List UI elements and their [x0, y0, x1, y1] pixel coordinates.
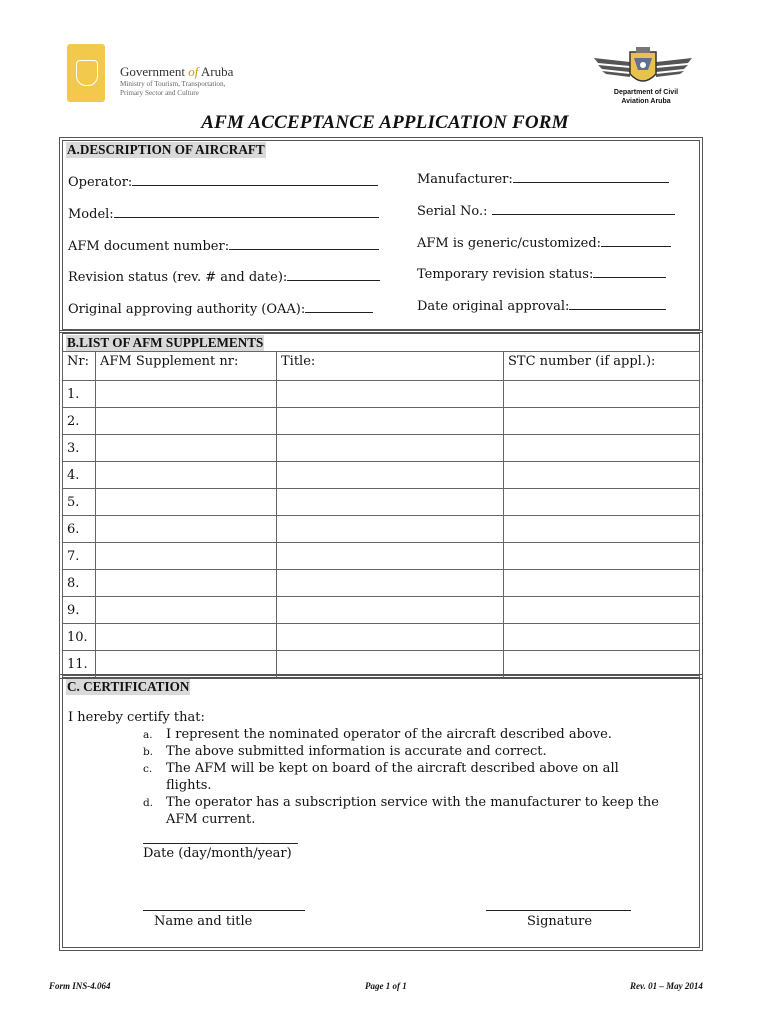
supplement-nr-cell[interactable]	[96, 435, 277, 462]
revision-date: Rev. 01 – May 2014	[630, 981, 703, 991]
supplement-nr-cell[interactable]	[96, 570, 277, 597]
revision-status-blank[interactable]	[287, 268, 380, 281]
serial-blank[interactable]	[492, 202, 675, 215]
gov-name-prefix: Government	[120, 64, 185, 79]
revision-status-label: Revision status (rev. # and date):	[68, 270, 288, 285]
row-number: 4.	[63, 462, 96, 489]
stc-cell[interactable]	[504, 408, 700, 435]
date-label: Date (day/month/year)	[143, 846, 292, 861]
stc-cell[interactable]	[504, 651, 700, 678]
manufacturer-field[interactable]	[417, 170, 669, 188]
serial-label: Serial No.:	[417, 204, 488, 219]
certification-item	[143, 794, 663, 828]
column-stc-number: STC number (if appl.):	[504, 352, 700, 381]
temporary-revision-field[interactable]	[417, 265, 666, 283]
gov-name-suffix: Aruba	[200, 64, 234, 79]
manufacturer-blank[interactable]	[513, 170, 669, 183]
certification-list	[143, 726, 663, 828]
table-row	[63, 408, 700, 435]
dca-line-2: Aviation Aruba	[621, 98, 671, 105]
stc-cell[interactable]	[504, 597, 700, 624]
supplements-table	[62, 351, 700, 678]
supplement-nr-cell[interactable]	[96, 489, 277, 516]
title-cell[interactable]	[277, 624, 504, 651]
stc-cell[interactable]	[504, 543, 700, 570]
column-supplement-nr: AFM Supplement nr:	[96, 352, 277, 381]
table-row	[63, 462, 700, 489]
section-c-heading: C. CERTIFICATION	[67, 679, 190, 694]
gov-name-of: of	[188, 64, 199, 79]
stc-cell[interactable]	[504, 516, 700, 543]
title-cell[interactable]	[277, 570, 504, 597]
page-title: AFM ACCEPTANCE APPLICATION FORM	[201, 112, 569, 133]
stc-cell[interactable]	[504, 624, 700, 651]
item-text: I represent the nominated operator of the aircraft described above.	[166, 727, 612, 742]
supplement-nr-cell[interactable]	[96, 408, 277, 435]
temporary-revision-blank[interactable]	[593, 265, 666, 278]
title-cell[interactable]	[277, 651, 504, 678]
stc-cell[interactable]	[504, 381, 700, 408]
section-b-heading: B.LIST OF AFM SUPPLEMENTS	[67, 335, 264, 350]
stc-cell[interactable]	[504, 462, 700, 489]
supplement-nr-cell[interactable]	[96, 597, 277, 624]
page-number: Page 1 of 1	[365, 981, 407, 991]
stc-cell[interactable]	[504, 489, 700, 516]
item-marker: a.	[143, 729, 153, 741]
oaa-blank[interactable]	[305, 300, 373, 313]
temporary-revision-label: Temporary revision status:	[417, 267, 594, 282]
government-name	[120, 64, 233, 80]
title-cell[interactable]	[277, 408, 504, 435]
title-cell[interactable]	[277, 516, 504, 543]
model-label: Model:	[68, 207, 114, 222]
afm-document-field[interactable]	[68, 237, 379, 255]
serial-field[interactable]	[417, 202, 675, 220]
operator-label: Operator:	[68, 175, 133, 190]
signature-line[interactable]	[486, 910, 631, 911]
date-approval-field[interactable]	[417, 297, 666, 315]
item-text: The AFM will be kept on board of the aircraft described above on all flights.	[166, 761, 619, 793]
table-row	[63, 651, 700, 678]
supplement-nr-cell[interactable]	[96, 651, 277, 678]
afm-generic-blank[interactable]	[601, 234, 671, 247]
dca-line-1: Department of Civil	[613, 89, 679, 96]
afm-generic-label: AFM is generic/customized:	[417, 236, 602, 251]
dca-name	[590, 88, 702, 106]
item-marker: c.	[143, 763, 153, 775]
civil-aviation-wings-icon	[592, 44, 694, 92]
revision-status-field[interactable]	[68, 268, 380, 286]
section-a-heading: A.DESCRIPTION OF AIRCRAFT	[67, 142, 265, 157]
supplement-nr-cell[interactable]	[96, 516, 277, 543]
row-number: 3.	[63, 435, 96, 462]
table-row	[63, 570, 700, 597]
certification-item	[143, 726, 663, 743]
supplement-nr-cell[interactable]	[96, 624, 277, 651]
row-number: 1.	[63, 381, 96, 408]
afm-document-blank[interactable]	[229, 237, 379, 250]
row-number: 8.	[63, 570, 96, 597]
table-row	[63, 381, 700, 408]
afm-document-label: AFM document number:	[68, 239, 230, 254]
operator-blank[interactable]	[132, 173, 378, 186]
coat-of-arms-icon	[76, 60, 98, 86]
model-blank[interactable]	[114, 205, 379, 218]
table-header-row	[63, 352, 700, 381]
row-number: 7.	[63, 543, 96, 570]
ministry-name	[120, 80, 240, 97]
row-number: 9.	[63, 597, 96, 624]
afm-generic-field[interactable]	[417, 234, 671, 252]
table-row	[63, 624, 700, 651]
supplement-nr-cell[interactable]	[96, 381, 277, 408]
title-cell[interactable]	[277, 462, 504, 489]
row-number: 2.	[63, 408, 96, 435]
row-number: 6.	[63, 516, 96, 543]
row-number: 5.	[63, 489, 96, 516]
column-title: Title:	[277, 352, 504, 381]
manufacturer-label: Manufacturer:	[417, 172, 513, 187]
date-signature-line[interactable]	[143, 843, 298, 844]
title-cell[interactable]	[277, 597, 504, 624]
item-text: The operator has a subscription service with the manufacturer to keep the AFM current.	[166, 795, 659, 827]
model-field[interactable]	[68, 205, 379, 223]
certification-item	[143, 743, 663, 760]
oaa-field[interactable]	[68, 300, 373, 318]
certification-block	[68, 709, 678, 828]
table-row	[63, 489, 700, 516]
ministry-line-2: Primary Sector and Culture	[120, 88, 199, 97]
item-marker: d.	[143, 797, 154, 809]
supplement-nr-cell[interactable]	[96, 462, 277, 489]
certification-item	[143, 760, 663, 794]
table-row	[63, 516, 700, 543]
table-row	[63, 597, 700, 624]
title-cell[interactable]	[277, 543, 504, 570]
oaa-label: Original approving authority (OAA):	[68, 302, 306, 317]
title-cell[interactable]	[277, 435, 504, 462]
government-of-aruba-logo	[67, 44, 105, 102]
stc-cell[interactable]	[504, 435, 700, 462]
column-nr: Nr:	[63, 352, 96, 381]
supplement-nr-cell[interactable]	[96, 543, 277, 570]
row-number: 11.	[63, 651, 96, 678]
signature-label: Signature	[527, 914, 593, 929]
row-number: 10.	[63, 624, 96, 651]
date-approval-label: Date original approval:	[417, 299, 570, 314]
name-title-line[interactable]	[143, 910, 305, 911]
form-number: Form INS-4.064	[49, 981, 111, 991]
item-text: The above submitted information is accurate and correct.	[166, 744, 547, 759]
date-approval-blank[interactable]	[569, 297, 666, 310]
table-row	[63, 543, 700, 570]
title-cell[interactable]	[277, 489, 504, 516]
ministry-line-1: Ministry of Tourism, Transportation,	[120, 80, 226, 88]
name-title-label: Name and title	[154, 914, 253, 929]
certification-intro: I hereby certify that:	[68, 710, 205, 725]
title-cell[interactable]	[277, 381, 504, 408]
stc-cell[interactable]	[504, 570, 700, 597]
operator-field[interactable]	[68, 173, 378, 191]
table-row	[63, 435, 700, 462]
item-marker: b.	[143, 746, 154, 758]
